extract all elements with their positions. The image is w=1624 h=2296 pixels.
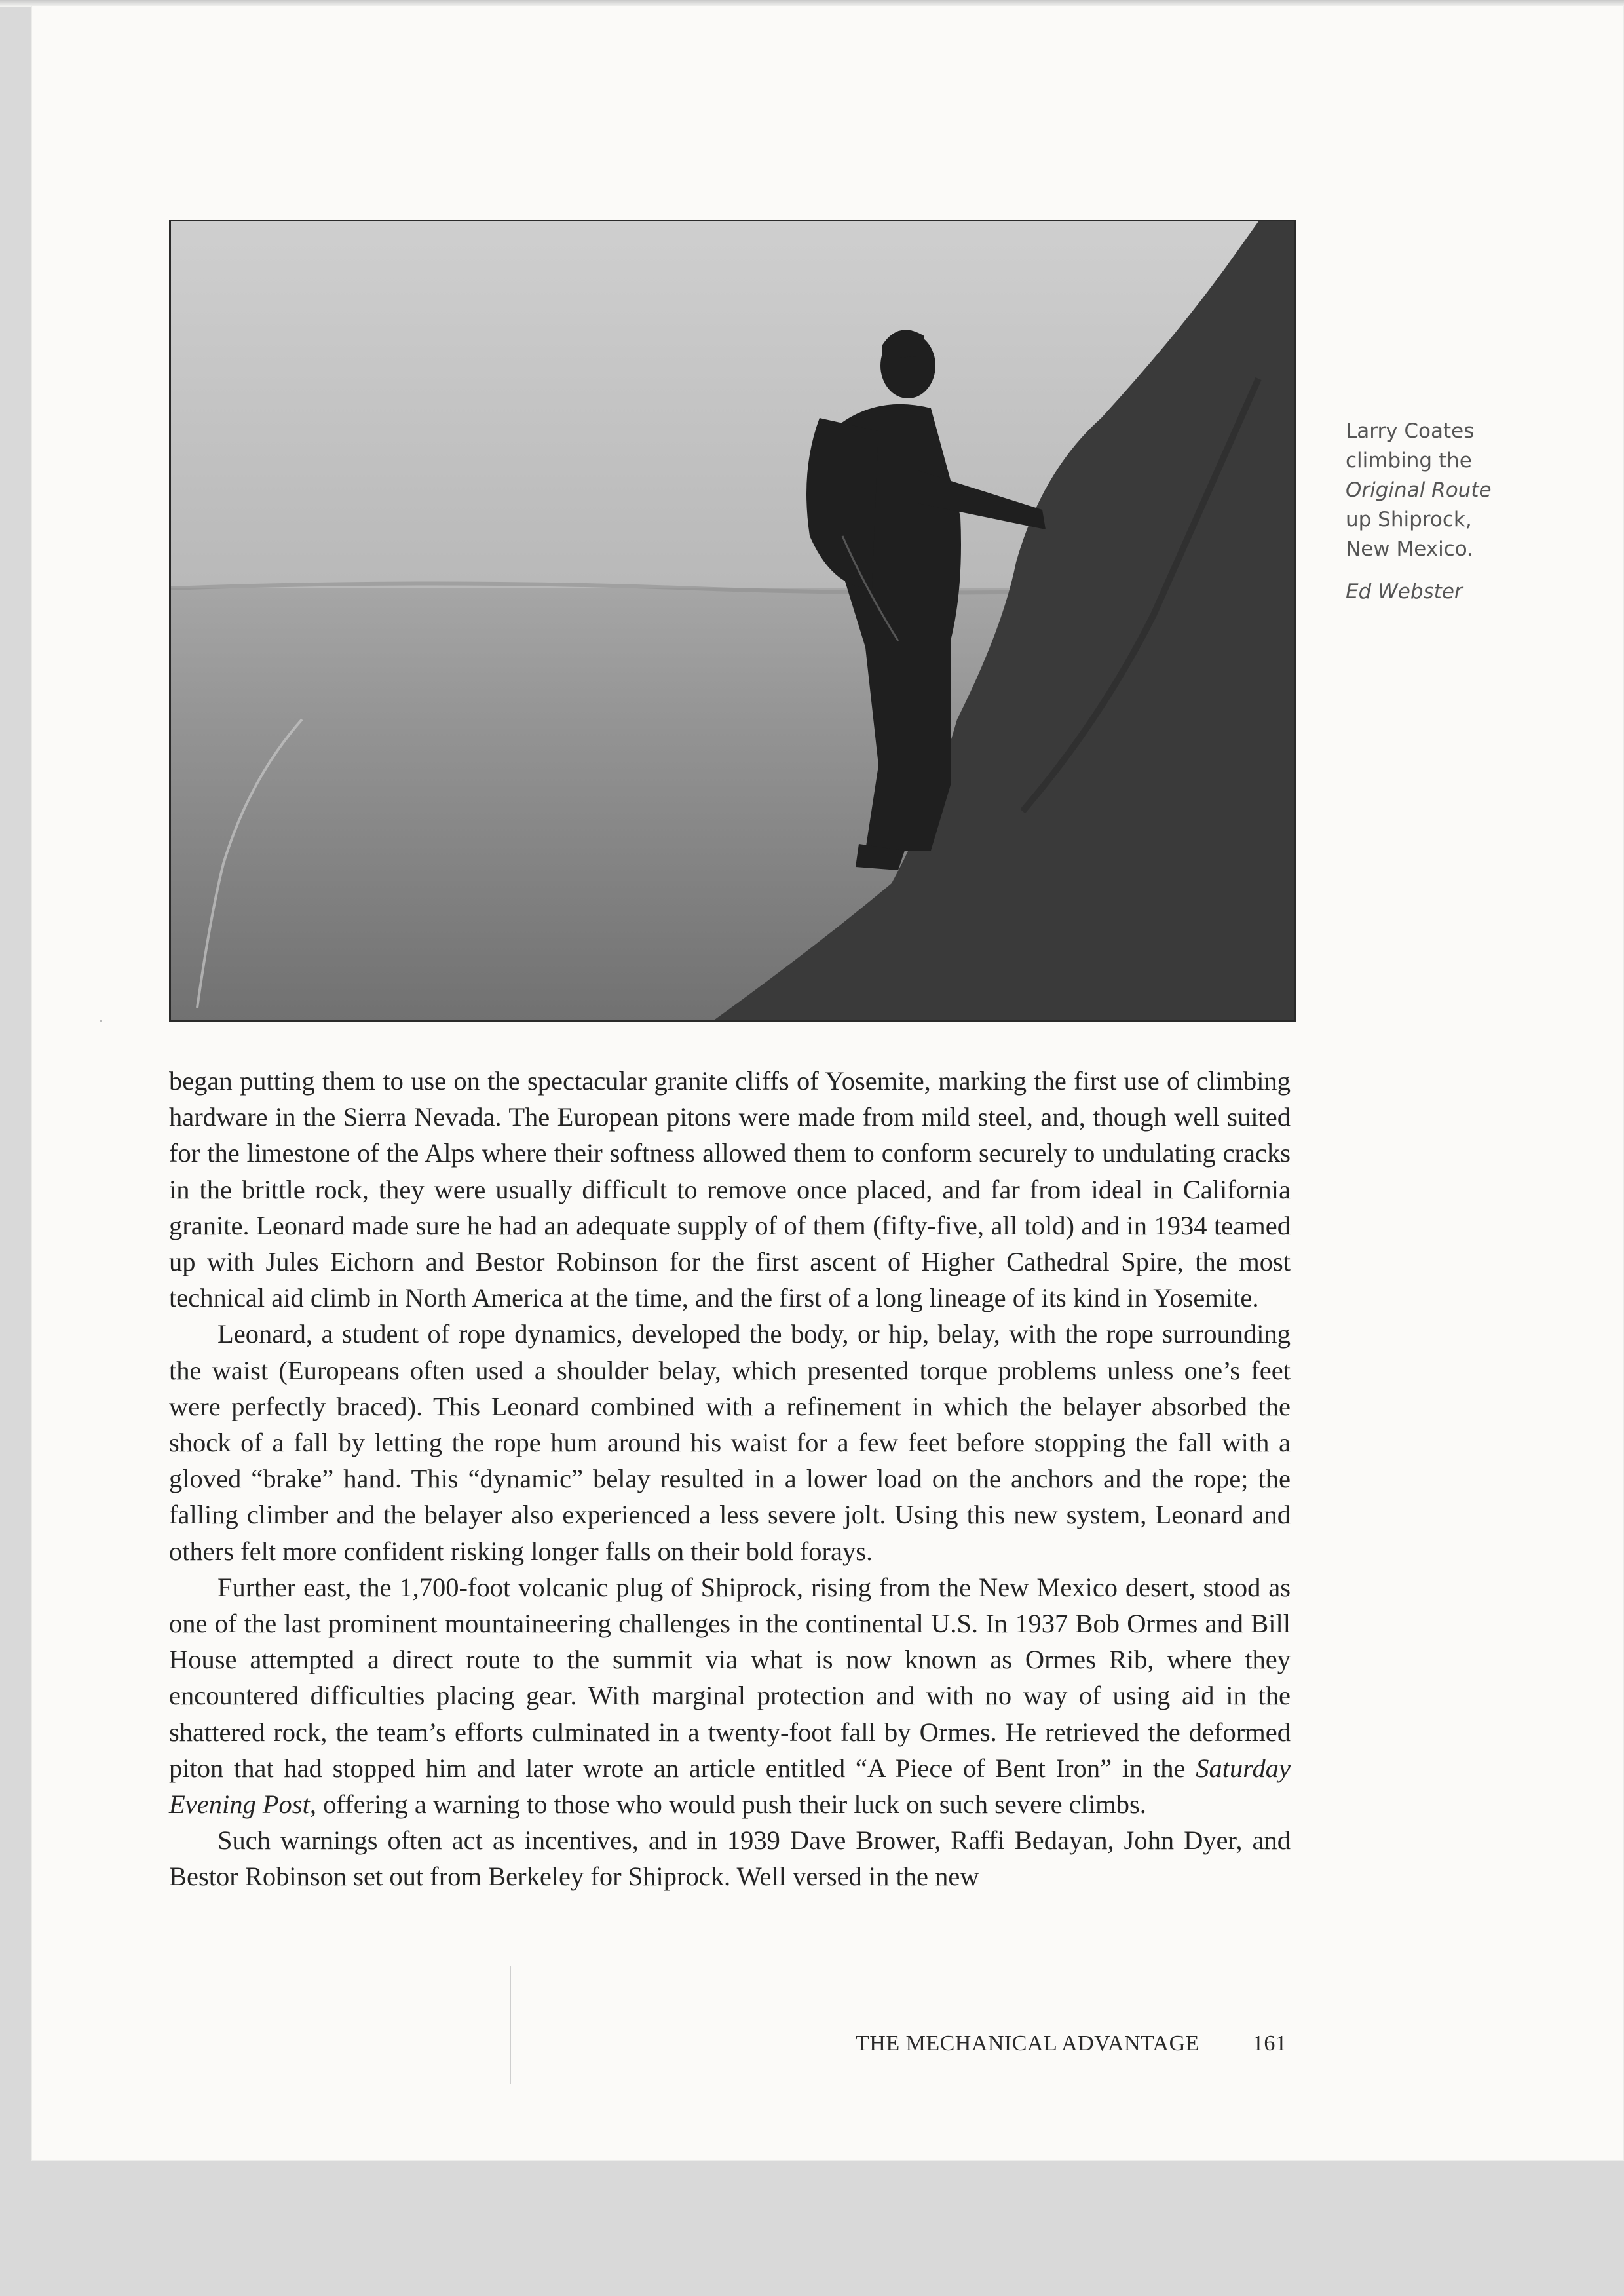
caption-line: New Mexico. xyxy=(1346,537,1474,561)
climber-silhouette-photo-icon xyxy=(171,221,1294,1020)
paragraph-1: began putting them to use on the spectacular granite cliffs of Yosemite, marking the first use of climbing hardware in the Sierra Nevada. The European pitons were made from mild steel, and, though well suited for the limestone of the Alps where their softness allowed them to conform securely to undulating cracks in the brittle rock, they were usually difficult to remove once placed, and far from ideal in California granite. Leonard made sure he had an adequate supply of of them (fifty-five, all told) and in 1934 teamed up with Jules Eichorn and Bestor Robinson for the first ascent of Higher Cathedral Spire, the most technical aid climb in North America at the time, and the first of a long lineage of its kind in Yosemite. xyxy=(169,1066,1291,1313)
paragraph-2: Leonard, a student of rope dynamics, developed the body, or hip, belay, with the rope surrounding the waist (Europeans often used a shoulder belay, which presented torque problems unless one’s feet were perfectly braced). This Leonard combined with a refinement in which the belayer absorbed the shock of a fall by letting the rope hum around his waist for a few feet before stopping the fall with a gloved “brake” hand. This “dynamic” belay resulted in a lower load on the anchors and the rope; the falling climber and the belayer also experienced a less severe jolt. Using this new system, Leonard and others felt more confident risking longer falls on their bold forays. xyxy=(169,1319,1291,1566)
caption-line: climbing the xyxy=(1346,449,1472,472)
page-footer xyxy=(856,2031,1287,2056)
running-head: THE MECHANICAL ADVANTAGE xyxy=(856,2031,1199,2056)
caption-line: Larry Coates xyxy=(1346,419,1475,443)
photo-caption xyxy=(1346,417,1516,607)
photo-credit: Ed Webster xyxy=(1346,580,1463,603)
page-number: 161 xyxy=(1252,2031,1287,2056)
publication-title: Saturday Evening Post xyxy=(169,1753,1291,1820)
paragraph-3-text-b: , offering a warning to those who would push their luck on such severe climbs. xyxy=(309,1789,1146,1820)
route-name: Original Route xyxy=(1346,478,1492,502)
paragraph-3 xyxy=(169,1569,1291,1822)
body-text xyxy=(169,1063,1291,1895)
paragraph-4: Such warnings often act as incentives, and in 1939 Dave Brower, Raffi Bedayan, John Dyer, and Bestor Robinson set out from Berkeley for Shiprock. Well versed in the new xyxy=(169,1826,1291,1892)
caption-line: up Shiprock, xyxy=(1346,508,1472,531)
caption-line-italic xyxy=(1346,476,1516,505)
paragraph-3-text-a: Further east, the 1,700-foot volcanic plug of Shiprock, rising from the New Mexico desert, stood as one of the last prominent mountaineering challenges in the continental U.S. In 1937 Bob Ormes and Bill House attempted a direct route to the summit via what is now known as Ormes Rib, where they encountered difficulties placing gear. With marginal protection and with no way of using aid in the shattered rock, the team’s efforts culminated in a twenty-foot fall by Ormes. He retrieved the deformed piton that had stopped him and later wrote an article entitled “A Piece of Bent Iron” in the xyxy=(169,1572,1291,1783)
scan-speck xyxy=(100,1020,102,1022)
binding-crease xyxy=(510,1966,511,2084)
climber-photo xyxy=(169,220,1296,1022)
